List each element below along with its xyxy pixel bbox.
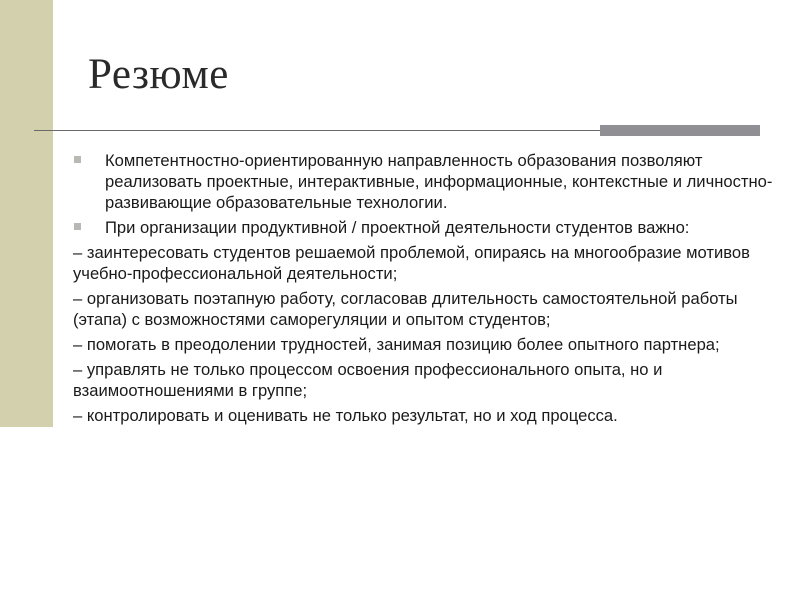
bullet-item bbox=[73, 217, 785, 238]
square-bullet-icon bbox=[74, 156, 81, 163]
title-accent-bar bbox=[600, 125, 760, 136]
dash-list-item: – контролировать и оценивать не только результат, но и ход процесса. bbox=[73, 406, 618, 425]
dash-list-item: – заинтересовать студентов решаемой проблемой, опираясь на многообразие мотивов учебно-профессиональной деятельности; bbox=[73, 243, 750, 283]
slide-title: Резюме bbox=[88, 51, 229, 98]
slide-body bbox=[73, 150, 785, 430]
square-bullet-icon bbox=[74, 223, 81, 230]
bullet-text: При организации продуктивной / проектной деятельности студентов важно: bbox=[105, 218, 690, 237]
bullet-item bbox=[73, 150, 785, 213]
bullet-text: Компетентностно-ориентированную направленность образования позволяют реализовать проектные, интерактивные, информационные, контекстные и личностно-развивающие образовательные технологии. bbox=[105, 151, 773, 212]
decorative-side-band bbox=[0, 0, 53, 427]
title-divider bbox=[34, 130, 600, 131]
dash-list bbox=[73, 242, 785, 426]
dash-list-item: – помогать в преодолении трудностей, занимая позицию более опытного партнера; bbox=[73, 335, 720, 354]
dash-list-item: – организовать поэтапную работу, согласовав длительность самостоятельной работы (этапа) с возможностями саморегуляции и опытом студентов; bbox=[73, 289, 738, 329]
bullet-list bbox=[73, 150, 785, 238]
dash-list-item: – управлять не только процессом освоения профессионального опыта, но и взаимоотношениями в группе; bbox=[73, 360, 663, 400]
